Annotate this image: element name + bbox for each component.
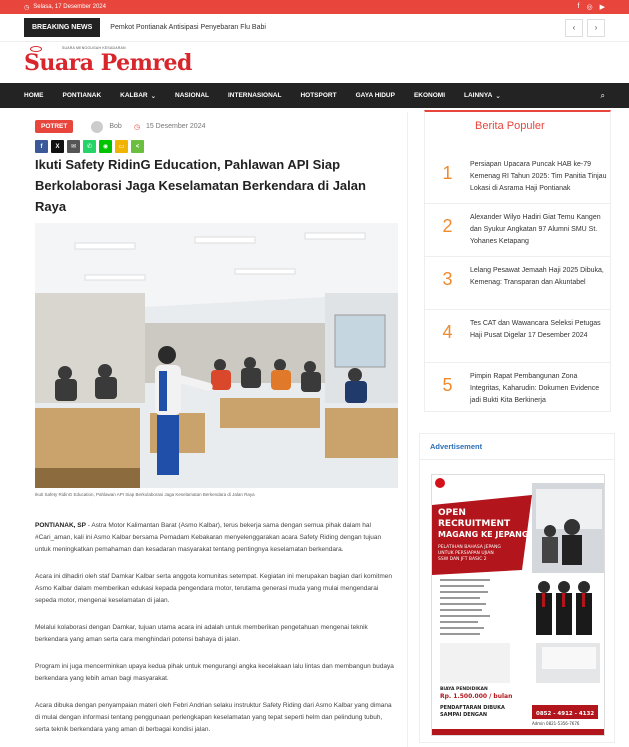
popular-headline[interactable]: Tes CAT dan Wawancara Seleksi Petugas Haji Pusat Digelar 17 Desember 2024 (470, 320, 601, 339)
photo-caption: Ikuti Safety RidinG Education, Pahlawan API Siap Berkolaborasi Jaga Keselamatan Berkendara di Jalan Raya (35, 492, 255, 497)
ticker-controls (565, 19, 605, 37)
poster-phone: 0852 - 4912 - 4132 (536, 711, 595, 717)
nav-item-kalbar[interactable]: KALBAR ⌄ (120, 92, 157, 100)
share-buttons (35, 140, 144, 153)
poster-sub-3: SSW DAN JFT BASIC 2 (438, 557, 487, 562)
chevron-left-icon[interactable]: ‹ (565, 19, 583, 37)
poster-cost: Rp. 1.500.000 / bulan (440, 693, 513, 700)
share-whatsapp-button[interactable] (83, 140, 96, 153)
nav-item-gaya-hidup[interactable]: GAYA HIDUP (355, 92, 395, 99)
share-line-button[interactable] (99, 140, 112, 153)
article-meta (35, 120, 206, 133)
list-item[interactable] (425, 363, 611, 416)
list-item[interactable] (425, 310, 611, 363)
x-icon: X (55, 143, 60, 150)
nav-item-internasional[interactable]: INTERNASIONAL (228, 92, 282, 99)
rank-number: 2 (442, 216, 453, 236)
article-paragraph: Acara ini dihadiri oleh staf Damkar Kalbar serta anggota komunitas setempat. Kegiatan ini merupakan bagian dari komitmen Asmo Kalbar dalam memberikan edukasi kepada pengendara motor, terutama generasi muda yang mulai mengendarai sepeda motor, mengenai keselamatan di jalan. (35, 573, 392, 604)
category-badge[interactable]: POTRET (35, 120, 73, 133)
poster-sub-1: PELATIHAN BAHASA JEPANG (438, 545, 501, 550)
nav-item-lainnya[interactable]: LAINNYA ⌄ (464, 92, 501, 100)
article-photo (35, 223, 398, 488)
article-paragraph: Program ini juga mencerminkan upaya kedua pihak untuk mengurangi angka kecelakaan lalu lintas dan membangun budaya berkendara yang lebih aman bagi masyarakat. (35, 663, 394, 682)
poster-heading-2: RECRUITMENT (438, 519, 511, 529)
author-avatar (91, 121, 103, 133)
clock-icon: ◷ (133, 123, 140, 131)
copy-link-button[interactable] (115, 140, 128, 153)
list-item[interactable] (425, 151, 611, 204)
list-item[interactable] (425, 204, 611, 257)
recruitment-poster[interactable] (431, 474, 605, 736)
chevron-right-icon[interactable]: › (587, 19, 605, 37)
current-date (24, 4, 106, 11)
chevron-down-icon: ⌄ (150, 92, 157, 100)
chevron-down-icon: ⌄ (495, 92, 501, 100)
youtube-icon[interactable]: ▶ (599, 4, 605, 11)
poster-sub-2: UNTUK PERSIAPAN UJIAN (438, 551, 494, 556)
share-icon: < (135, 143, 140, 150)
nav-item-nasional[interactable]: NASIONAL (175, 92, 209, 99)
breaking-news-label: BREAKING NEWS (24, 18, 100, 37)
poster-admin-phone: Admin 0821-5356-7676 (532, 721, 580, 726)
clock-icon: ◷ (24, 4, 30, 11)
article-column (24, 112, 408, 747)
share-more-button[interactable] (131, 140, 144, 153)
copy-icon: ▭ (118, 144, 125, 150)
logo-tagline: SUARA MENGGUGAH KESADARAN (62, 46, 126, 50)
article-paragraph: Acara dibuka dengan penyampaian materi oleh Febri Andrian selaku instruktur Safety Riding dari Asmo Kalbar yang dimana di mulai dengan informasi tentang penggunaan perlengkapan keselamatan yang tepat seperti helm dan pelindung tubuh, serta teknik berkendara yang aman di berbagai kondisi jalan. (35, 702, 392, 733)
share-x-button[interactable] (51, 140, 64, 153)
rank-number: 4 (442, 322, 453, 342)
breaking-news-bar (0, 14, 629, 42)
nav-item-ekonomi[interactable]: EKONOMI (413, 92, 446, 99)
popular-news-list (425, 151, 611, 416)
nav-item-pontianak[interactable]: PONTIANAK (62, 92, 102, 99)
dateline: PONTIANAK, SP (35, 522, 86, 529)
nav-item-home[interactable]: HOME (24, 92, 44, 99)
article-paragraph: PONTIANAK, SP - Astra Motor Kalimantan Barat (Asmo Kalbar), terus bekerja sama dengan semua pihak dalam hal #Cari_aman, kali ini Asmo Kalbar bersama Pemadam Kebakaran menyelenggarakan acara Safety Riding dengan tujuan untuk meningkatkan pemahaman dan kesadaran masyarakat tentang pentingnya keselamatan berkendara. (35, 522, 382, 553)
logo-name: Suara Pemred (24, 50, 192, 76)
poster-heading-3: MAGANG KE JEPANG (438, 530, 529, 539)
poster-registration-1: PENDAFTARAN DIBUKA (440, 705, 505, 711)
share-facebook-button[interactable] (35, 140, 48, 153)
top-bar (0, 0, 629, 14)
rank-number: 1 (442, 163, 453, 183)
article-paragraph: Melalui kolaborasi dengan Damkar, tujuan utama acara ini adalah untuk memberikan pengetahuan mengenai teknik berkendara yang aman serta cara menghindari potensi bahaya di jalan. (35, 624, 368, 643)
popular-headline[interactable]: Lelang Pesawat Jemaah Haji 2025 Dibuka, Kemenag: Transparan dan Akuntabel (470, 267, 604, 286)
popular-news-title: Berita Populer (475, 120, 545, 132)
classroom-photo (35, 223, 398, 488)
poster-heading-1: OPEN (438, 508, 466, 518)
list-item[interactable] (425, 257, 611, 310)
breaking-news-headline[interactable]: Pemkot Pontianak Antisipasi Penyebaran Flu Babi (110, 24, 266, 31)
poster-cost-label: BIAYA PENDIDIKAN (440, 687, 488, 692)
article-title: Ikuti Safety RidinG Education, Pahlawan API Siap Berkolaborasi Jaga Keselamatan Berkendara di Jalan Raya (35, 157, 366, 214)
share-email-button[interactable] (67, 140, 80, 153)
facebook-icon[interactable]: f (577, 3, 580, 10)
whatsapp-icon: ✆ (86, 144, 93, 150)
date-text: Selasa, 17 Desember 2024 (33, 4, 106, 10)
author-name[interactable]: Bob (109, 123, 122, 130)
email-icon: ✉ (70, 144, 77, 150)
popular-headline[interactable]: Alexander Wilyo Hadiri Giat Temu Kangen dan Syukur Angkatan 97 Alumni SMU St. Yohanes Ketapang (470, 214, 601, 245)
popular-headline[interactable]: Persiapan Upacara Puncak HAB ke-79 Kemenag RI Tahun 2025: Tim Panitia Tinjau Lokasi di Asrama Haji Pontianak (470, 161, 607, 192)
advertisement-title: Advertisement (420, 434, 614, 460)
search-icon[interactable]: ⌕ (600, 90, 605, 100)
facebook-icon: f (40, 143, 43, 150)
social-links (578, 3, 605, 11)
site-logo[interactable] (24, 44, 224, 78)
poster-artwork (432, 475, 605, 736)
popular-headline[interactable]: Pimpin Rapat Pembangunan Zona Integritas, Kaharudin: Dokumen Evidence jadi Bukti Kita Berkinerja (470, 373, 600, 404)
popular-news-widget (424, 110, 611, 412)
nav-item-hotsport[interactable]: HOTSPORT (300, 92, 337, 99)
main-nav (0, 83, 629, 108)
rank-number: 5 (442, 375, 453, 395)
poster-registration-2: SAMPAI DENGAN (440, 712, 488, 718)
advertisement-widget (419, 433, 615, 743)
instagram-icon[interactable]: ◎ (586, 4, 593, 11)
article-date: 15 Desember 2024 (145, 123, 206, 130)
line-icon: ◉ (102, 144, 109, 150)
article-body (35, 520, 395, 747)
rank-number: 3 (442, 269, 453, 289)
